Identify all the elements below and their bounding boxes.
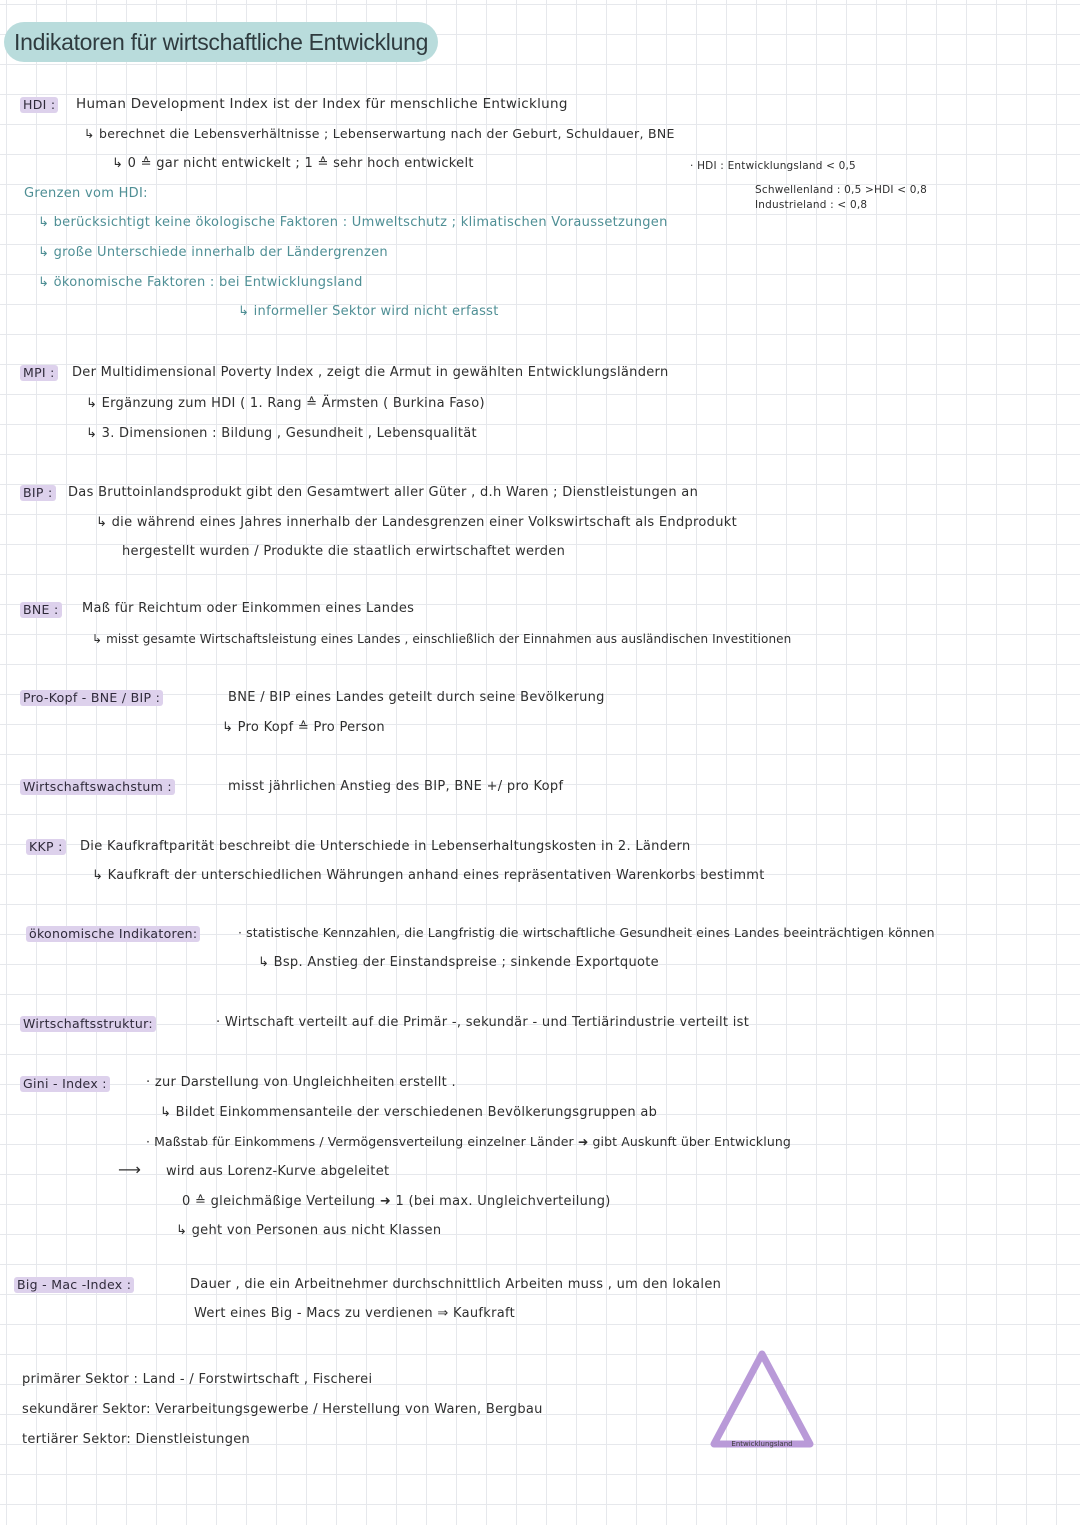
bigmac-definition: Dauer , die ein Arbeitnehmer durchschnittlich Arbeiten muss , um den lokalen — [190, 1277, 722, 1292]
bigmac-tag: Big - Mac -Index : — [14, 1277, 134, 1293]
sector-secondary: sekundärer Sektor: Verarbeitungsgewerbe / Herstellung von Waren, Bergbau — [22, 1402, 543, 1417]
wachstum-definition: misst jährlichen Anstieg des BIP, BNE +/ pro Kopf — [228, 779, 564, 794]
hdi-calculation: ↳ berechnet die Lebensverhältnisse ; Lebenserwartung nach der Geburt, Schuldauer, BNE — [84, 126, 675, 141]
gini-measure: · Maßstab für Einkommens / Vermögensverteilung einzelner Länder ➜ gibt Auskunft über Entwicklung — [146, 1134, 791, 1149]
kkp-basket: ↳ Kaufkraft der unterschiedlichen Währungen anhand eines repräsentativen Warenkorbs bestimmt — [92, 868, 765, 883]
page-title: Indikatoren für wirtschaftliche Entwicklung — [4, 22, 438, 62]
hdi-definition: Human Development Index ist der Index für menschliche Entwicklung — [76, 96, 568, 112]
struktur-definition: · Wirtschaft verteilt auf die Primär -, sekundär - und Tertiärindustrie verteilt ist — [216, 1015, 750, 1030]
bigmac-definition-cont: Wert eines Big - Macs zu verdienen ⇒ Kaufkraft — [194, 1306, 516, 1321]
kkp-tag: KKP : — [26, 839, 66, 855]
hdi-tag: HDI : — [20, 97, 58, 113]
bip-tag: BIP : — [20, 485, 56, 501]
gini-income-shares: ↳ Bildet Einkommensanteile der verschiedenen Bevölkerungsgruppen ab — [160, 1105, 658, 1120]
mpi-supplement: ↳ Ergänzung zum HDI ( 1. Rang ≙ Ärmsten ( Burkina Faso) — [86, 396, 485, 411]
hdi-threshold-industrial: Industrieland : < 0,8 — [755, 199, 868, 211]
prokopf-definition: BNE / BIP eines Landes geteilt durch seine Bevölkerung — [228, 690, 605, 705]
hdi-limit-borders: ↳ große Unterschiede innerhalb der Ländergrenzen — [38, 245, 388, 260]
gini-purpose: · zur Darstellung von Ungleichheiten erstellt . — [146, 1075, 456, 1090]
wachstum-tag: Wirtschaftswachstum : — [20, 779, 175, 795]
bne-measure: ↳ misst gesamte Wirtschaftsleistung eines Landes , einschließlich der Einnahmen aus ausländischen Investitionen — [92, 632, 792, 646]
bip-definition-cont: ↳ die während eines Jahres innerhalb der Landesgrenzen einer Volkswirtschaft als Endprodukt — [96, 515, 737, 530]
hdi-limit-economy: ↳ ökonomische Faktoren : bei Entwicklungsland — [38, 275, 363, 290]
kkp-definition: Die Kaufkraftparität beschreibt die Unterschiede in Lebenserhaltungskosten in 2. Ländern — [80, 839, 691, 854]
mpi-dimensions: ↳ 3. Dimensionen : Bildung , Gesundheit , Lebensqualität — [86, 426, 477, 441]
mpi-tag: MPI : — [20, 365, 58, 381]
triangle-label: Entwicklungsland — [731, 1440, 793, 1448]
hdi-threshold-developing: · HDI : Entwicklungsland < 0,5 — [690, 160, 856, 172]
bip-definition: Das Bruttoinlandsprodukt gibt den Gesamtwert aller Güter , d.h Waren ; Dienstleistungen an — [68, 485, 699, 500]
hdi-threshold-emerging: Schwellenland : 0,5 >HDI < 0,8 — [755, 184, 928, 196]
gini-lorenz: wird aus Lorenz-Kurve abgeleitet — [166, 1164, 390, 1179]
prokopf-tag: Pro-Kopf - BNE / BIP : — [20, 690, 163, 706]
mpi-definition: Der Multidimensional Poverty Index , zeigt die Armut in gewählten Entwicklungsländern — [72, 365, 669, 380]
bne-definition: Maß für Reichtum oder Einkommen eines Landes — [82, 601, 415, 616]
oeko-definition: · statistische Kennzahlen, die Langfristig die wirtschaftliche Gesundheit eines Landes beeinträchtigen können — [238, 925, 935, 940]
hdi-limit-ecology: ↳ berücksichtigt keine ökologische Faktoren : Umweltschutz ; klimatischen Voraussetzungen — [38, 215, 668, 230]
hdi-scale: ↳ 0 ≙ gar nicht entwickelt ; 1 ≙ sehr hoch entwickelt — [112, 156, 474, 171]
development-triangle-icon — [706, 1348, 818, 1454]
gini-persons: ↳ geht von Personen aus nicht Klassen — [176, 1223, 442, 1238]
prokopf-note: ↳ Pro Kopf ≙ Pro Person — [222, 720, 385, 735]
gini-tag: Gini - Index : — [20, 1076, 110, 1092]
sector-primary: primärer Sektor : Land - / Forstwirtschaft , Fischerei — [22, 1372, 373, 1387]
sector-tertiary: tertiärer Sektor: Dienstleistungen — [22, 1432, 251, 1447]
gini-scale: 0 ≙ gleichmäßige Verteilung ➜ 1 (bei max. Ungleichverteilung) — [182, 1194, 611, 1209]
bne-tag: BNE : — [20, 602, 62, 618]
oeko-example: ↳ Bsp. Anstieg der Einstandspreise ; sinkende Exportquote — [258, 955, 659, 970]
struktur-tag: Wirtschaftsstruktur: — [20, 1016, 156, 1032]
oeko-tag: ökonomische Indikatoren: — [26, 926, 200, 942]
bip-definition-end: hergestellt wurden / Produkte die staatlich erwirtschaftet werden — [122, 544, 566, 559]
hdi-limits-heading: Grenzen vom HDI: — [24, 186, 148, 201]
gini-arrow-icon: ⟶ — [118, 1160, 142, 1179]
hdi-limit-informal: ↳ informeller Sektor wird nicht erfasst — [238, 304, 499, 319]
